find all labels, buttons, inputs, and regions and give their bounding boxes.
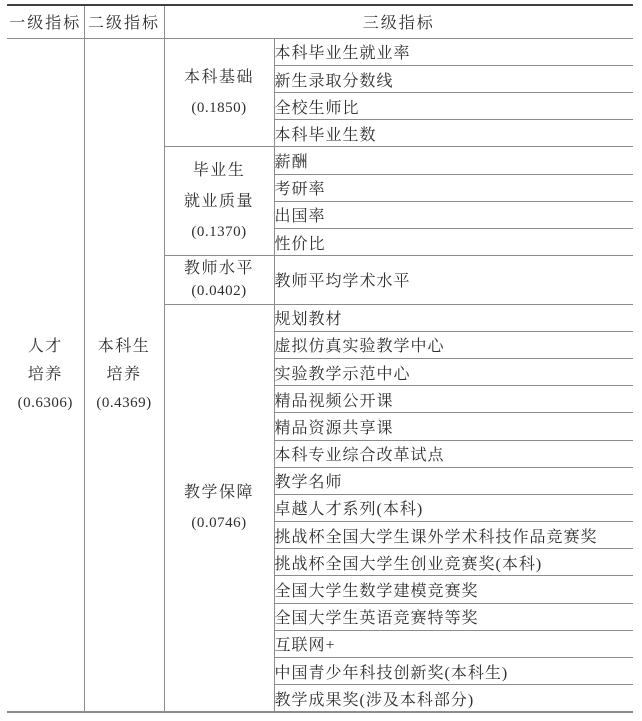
level1-name-line1: 人才	[27, 337, 63, 355]
group-weight: (0.0402)	[191, 282, 247, 299]
header-level1: 一级指标	[7, 5, 84, 38]
level2-indicator-cell	[84, 38, 164, 712]
indicator-table	[7, 4, 633, 713]
l3-item-cell: 考研率	[274, 174, 633, 201]
l3-item-cell: 出国率	[274, 201, 633, 228]
level2-name-line2: 培养	[106, 365, 142, 383]
l3-item-cell: 教学成果奖(涉及本科部分)	[274, 685, 633, 712]
l3-item-cell: 本科专业综合改革试点	[274, 440, 633, 467]
table-row	[7, 38, 633, 65]
l3-item-cell: 挑战杯全国大学生创业竞赛奖(本科)	[274, 549, 633, 576]
l3-item-cell: 性价比	[274, 229, 633, 256]
l3-item-cell: 新生录取分数线	[274, 65, 633, 92]
group-name-line: 本科基础	[183, 68, 254, 86]
header-row	[7, 5, 633, 38]
group-cell-teacher-level	[164, 256, 274, 304]
l3-item-cell: 实验教学示范中心	[274, 358, 633, 385]
group-weight: (0.1370)	[191, 223, 247, 240]
group-weight: (0.1850)	[191, 99, 247, 116]
group-name-line: 毕业生	[192, 161, 246, 179]
l3-item-cell: 挑战杯全国大学生课外学术科技作品竞赛奖	[274, 522, 633, 549]
l3-item-cell: 中国青少年科技创新奖(本科生)	[274, 658, 633, 685]
l3-item-cell: 虚拟仿真实验教学中心	[274, 331, 633, 358]
group-name-line: 教师水平	[183, 259, 254, 277]
level1-weight: (0.6306)	[17, 394, 73, 411]
group-name-line: 就业质量	[183, 192, 254, 210]
l3-item-cell: 规划教材	[274, 304, 633, 331]
l3-item-cell: 全国大学生英语竞赛特等奖	[274, 603, 633, 630]
header-level2: 二级指标	[84, 5, 164, 38]
group-weight: (0.0746)	[191, 514, 247, 531]
l3-item-cell: 本科毕业生数	[274, 120, 633, 147]
level2-name-line1: 本科生	[97, 337, 151, 355]
l3-item-cell: 教师平均学术水平	[274, 256, 633, 304]
l3-item-cell: 薪酬	[274, 147, 633, 174]
l3-item-cell: 互联网+	[274, 630, 633, 657]
level1-name-line2: 培养	[27, 365, 63, 383]
l3-item-cell: 教学名师	[274, 467, 633, 494]
l3-item-cell: 全国大学生数学建模竞赛奖	[274, 576, 633, 603]
group-cell-undergrad-foundation	[164, 38, 274, 147]
l3-item-cell: 本科毕业生就业率	[274, 38, 633, 65]
l3-item-cell: 精品资源共享课	[274, 413, 633, 440]
l3-item-cell: 卓越人才系列(本科)	[274, 494, 633, 521]
group-name-line: 教学保障	[183, 483, 254, 501]
header-level3: 三级指标	[164, 5, 633, 38]
group-cell-teaching-support	[164, 304, 274, 712]
level1-indicator-cell	[7, 38, 84, 712]
l3-item-cell: 精品视频公开课	[274, 386, 633, 413]
level2-weight: (0.4369)	[96, 394, 152, 411]
group-cell-graduate-employment-quality	[164, 147, 274, 256]
l3-item-cell: 全校生师比	[274, 93, 633, 120]
